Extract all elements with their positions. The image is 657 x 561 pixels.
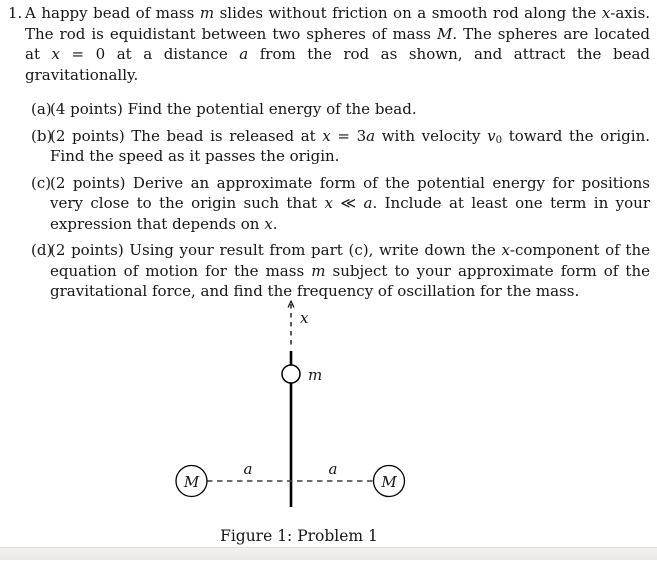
part-label: (d) bbox=[31, 241, 53, 259]
problem-part-d bbox=[31, 240, 650, 302]
figure-1-diagram bbox=[0, 295, 657, 555]
part-label: (c) bbox=[31, 173, 52, 192]
x-axis-label: x bbox=[300, 309, 309, 327]
figure-1 bbox=[0, 295, 657, 555]
problem-intro-text: A happy bead of mass m slides without friction on a smooth rod along the x-axis. The rod is equidistant between two spheres of mass M. The spheres are located at x = 0 at a distance a from the rod as shown, and attract the bead gravitationally. bbox=[25, 4, 651, 84]
bead-circle bbox=[282, 365, 300, 383]
part-text: (2 points) The bead is released at x = 3a with velocity $v_0$ toward the origin. Find the speed as it passes the origin. bbox=[50, 126, 650, 165]
problem-1 bbox=[8, 3, 650, 85]
part-text: (2 points) Using your result from part (c), write down the x-component of the equation of motion for the mass m subject to your approximate form of the gravitational force, and find the frequency of oscillation for the mass. bbox=[50, 241, 650, 300]
part-label: (a) bbox=[31, 100, 52, 118]
part-text: (2 points) Derive an approximate form of the potential energy for positions very close to the origin such that x ≪ a. Include at least one term in your expression that depends on x. bbox=[50, 173, 651, 233]
page-bottom-edge bbox=[0, 547, 657, 560]
figure-caption: Figure 1: Problem 1 bbox=[220, 527, 378, 545]
part-label: (b) bbox=[31, 126, 53, 145]
part-text: (4 points) Find the potential energy of the bead. bbox=[50, 100, 417, 118]
distance-label-left: a bbox=[243, 460, 253, 478]
problem-part-a bbox=[31, 99, 650, 120]
problem-parts-list bbox=[8, 99, 650, 302]
problem-number: 1. bbox=[8, 4, 23, 22]
sphere-left-label: M bbox=[183, 473, 200, 491]
problem-part-b bbox=[31, 126, 650, 167]
problem-document bbox=[8, 3, 650, 302]
sphere-right-label: M bbox=[381, 473, 397, 491]
problem-part-c bbox=[31, 173, 650, 235]
distance-label-right: a bbox=[328, 460, 338, 478]
bead-label: m bbox=[308, 366, 323, 384]
